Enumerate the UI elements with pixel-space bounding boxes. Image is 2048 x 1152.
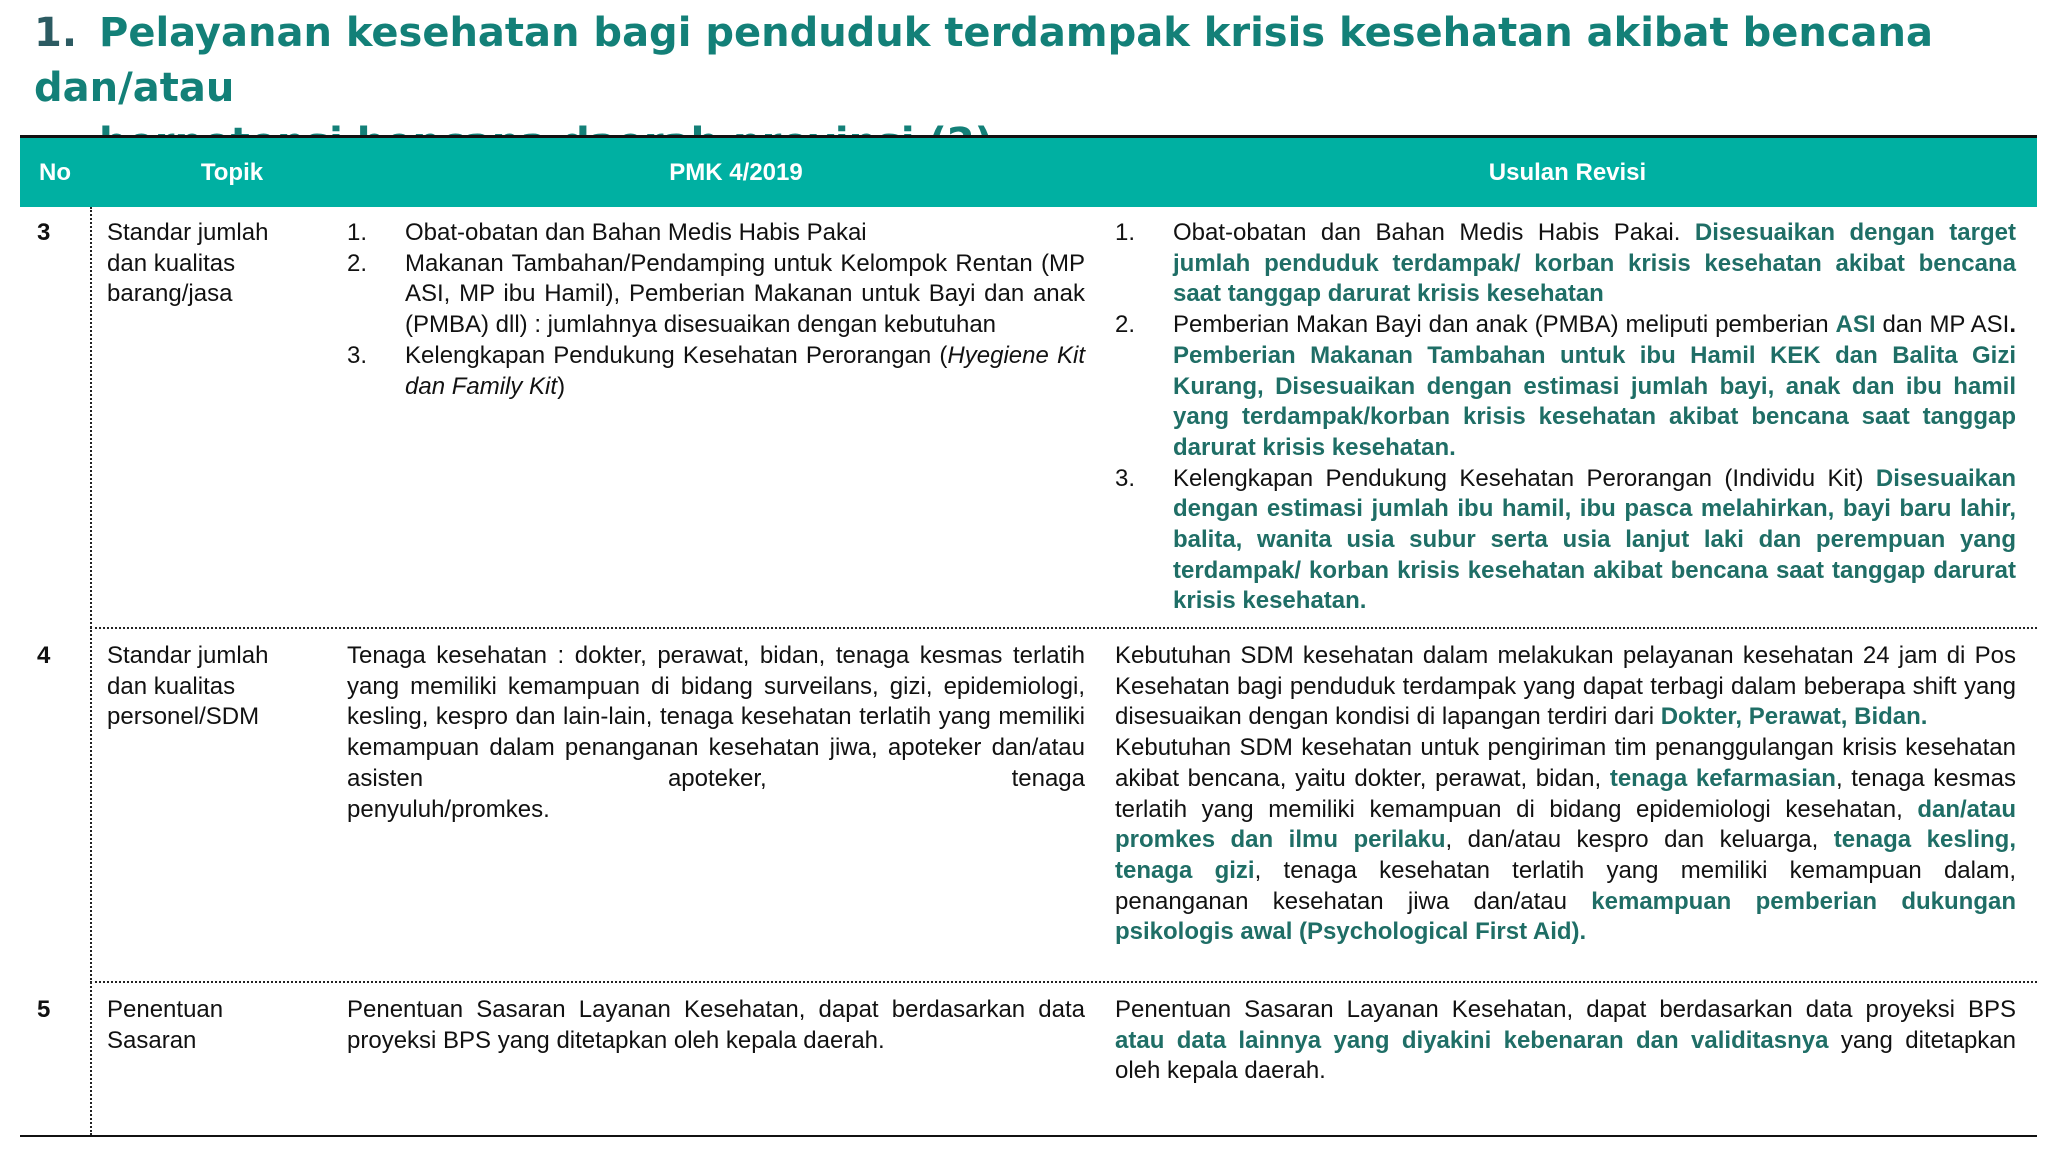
pmk-text-last: penyuluh/promkes. [347, 795, 550, 823]
topic-line: Standar jumlah [107, 642, 269, 669]
list-item: 3. Kelengkapan Pendukung Kesehatan Perorangan (Hyegiene Kit dan Family Kit) [347, 341, 1085, 400]
topic-line: Standar jumlah [107, 219, 269, 246]
list-item: 2. Makanan Tambahan/Pendamping untuk Kelompok Rentan (MP ASI, MP ibu Hamil), Pemberian Makanan untuk Bayi dan anak (PMBA) dll) : jumlahnya disesuaikan dengan kebutuhan [347, 249, 1085, 339]
header-pmk: PMK 4/2019 [669, 159, 803, 186]
title-number: 1. [34, 10, 78, 56]
topic-line: Sasaran [107, 1026, 197, 1054]
usulan-revisi-cell [1115, 641, 2016, 948]
header-usulan-revisi: Usulan Revisi [1488, 159, 1647, 186]
pmk-text: Tenaga kesehatan : dokter, perawat, bidan, tenaga kesmas terlatih yang memiliki kemampuan di bidang surveilans, gizi, epidemiologi, kesling, kespro dan lain-lain, tenaga kesehatan terlatih yang memiliki kemampuan dalam penanganan kesehatan jiwa, apoteker dan/atau asisten apoteker, tenaga [347, 642, 1085, 792]
usulan-paragraph: Kebutuhan SDM kesehatan untuk pengiriman tim penanggulangan krisis kesehatan akibat bencana, yaitu dokter, perawat, bidan, tenaga kefarmasian, tenaga kesmas terlatih yang memiliki kemampuan di bidang epidemiologi kesehatan, dan/atau promkes dan ilmu perilaku, dan/atau kespro dan keluarga, tenaga kesling, tenaga gizi, tenaga kesehatan terlatih yang memiliki kemampuan dalam, penanganan kesehatan jiwa dan/atau kemampuan pemberian dukungan psikologis awal (Psychological First Aid). [1115, 734, 2016, 946]
topic-line: barang/jasa [107, 280, 233, 308]
row-divider [90, 627, 2037, 629]
row-topic [107, 995, 337, 1056]
row-number: 4 [37, 642, 51, 669]
list-item: 1. Obat-obatan dan Bahan Medis Habis Pakai [347, 219, 867, 246]
row-divider [90, 981, 2037, 983]
usulan-paragraph: Kebutuhan SDM kesehatan dalam melakukan pelayanan kesehatan 24 jam di Pos Kesehatan bagi penduduk terdampak yang dapat terbagi dalam beberapa shift yang disesuaikan dengan kondisi di lapangan terdiri dari Dokter, Perawat, Bidan. [1115, 642, 2016, 731]
header-topik: Topik [200, 159, 264, 186]
row-topic [107, 218, 337, 310]
list-item: 3. Kelengkapan Pendukung Kesehatan Perorangan (Individu Kit) Disesuaikan dengan estimasi jumlah ibu hamil, ibu pasca melahirkan, bayi baru lahir, balita, wanita usia subur serta usia lanjut laki dan perempuan yang terdampak/ korban krisis kesehatan akibat bencana saat tanggap darurat krisis kesehatan. [1115, 464, 2016, 615]
row-number: 3 [37, 219, 51, 246]
topic-line: Penentuan [107, 996, 224, 1023]
row-number: 5 [37, 996, 51, 1023]
column-divider [90, 207, 92, 1135]
pmk-cell: Penentuan Sasaran Layanan Kesehatan, dapat berdasarkan data proyeksi BPS yang ditetapkan oleh kepala daerah. [347, 996, 1085, 1054]
row-topic [107, 641, 337, 733]
list-item: 1. Obat-obatan dan Bahan Medis Habis Pakai. Disesuaikan dengan target jumlah penduduk terdampak/ korban krisis kesehatan akibat bencana saat tanggap darurat krisis kesehatan [1115, 219, 2016, 308]
title-line-1: Pelayanan kesehatan bagi penduduk terdampak krisis kesehatan akibat bencana dan/atau [34, 10, 1934, 111]
pmk-cell [347, 641, 1085, 825]
usulan-revisi-cell: Penentuan Sasaran Layanan Kesehatan, dapat berdasarkan data proyeksi BPS atau data lainnya yang diyakini kebenaran dan validitasnya yang ditetapkan oleh kepala daerah. [1115, 996, 2016, 1085]
topic-line: personel/SDM [107, 703, 260, 731]
pmk-cell [347, 218, 1085, 402]
table-bottom-border [20, 1135, 2037, 1137]
header-no: No [39, 159, 71, 186]
list-item: 2. Pemberian Makan Bayi dan anak (PMBA) meliputi pemberian ASI dan MP ASI. Pemberian Makanan Tambahan untuk ibu Hamil KEK dan Balita Gizi Kurang, Disesuaikan dengan estimasi jumlah bayi, anak dan ibu hamil yang terdampak/korban krisis kesehatan akibat bencana saat tanggap darurat krisis kesehatan. [1115, 311, 2016, 461]
topic-line: dan kualitas [107, 249, 236, 277]
table-header [20, 138, 2037, 207]
topic-line: dan kualitas [107, 672, 236, 700]
usulan-revisi-cell [1115, 218, 2016, 617]
